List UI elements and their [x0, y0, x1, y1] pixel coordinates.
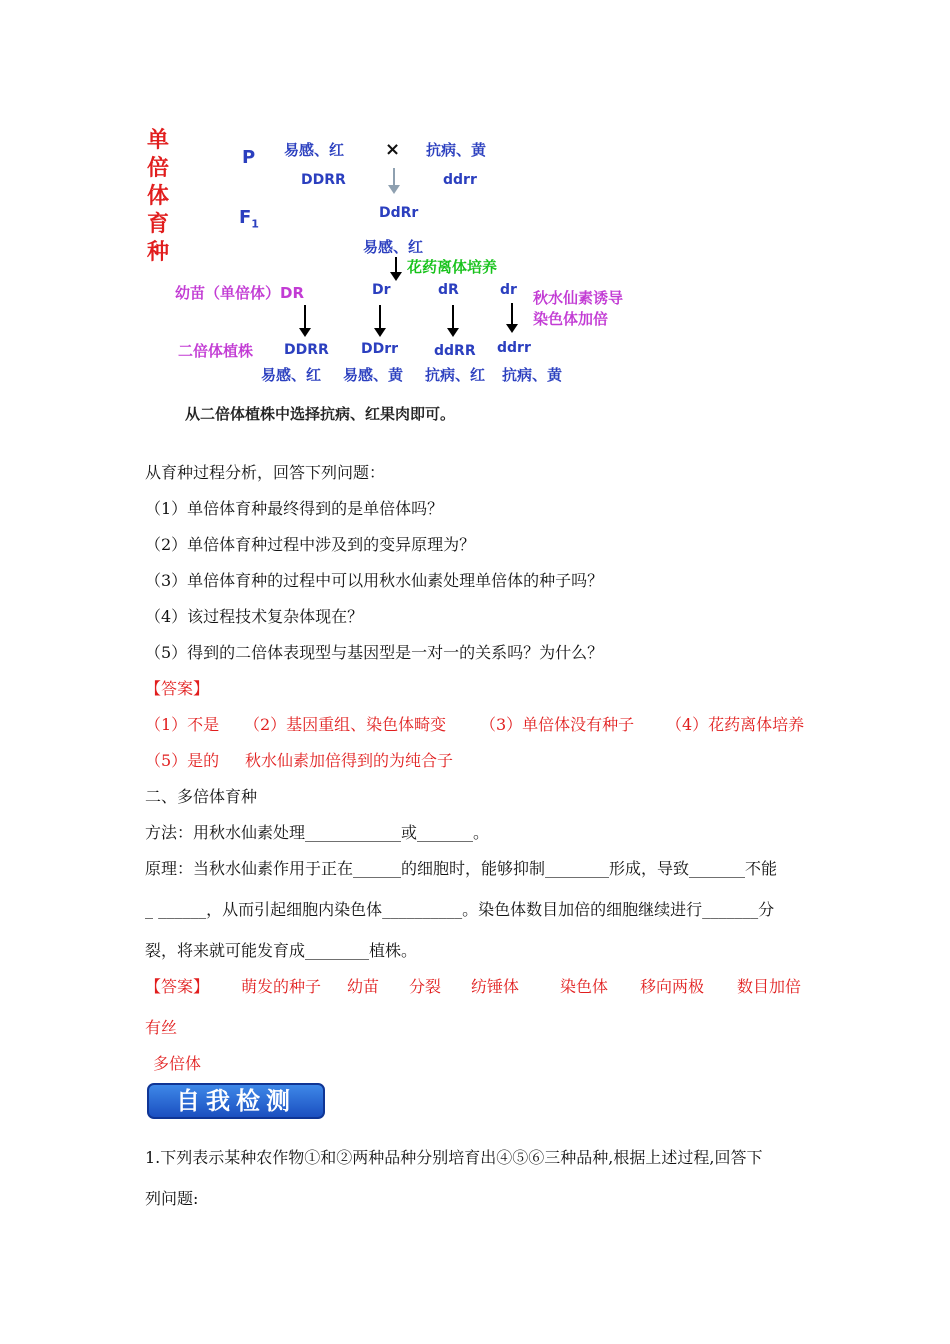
- analysis-intro: 从育种过程分析，回答下列问题：: [145, 463, 386, 482]
- answer-label-2: 【答案】: [145, 977, 210, 996]
- poly-answer-1: 萌发的种子: [241, 977, 322, 996]
- poly-answer-3: 分裂: [409, 977, 442, 996]
- poly-answer-9: 多倍体: [153, 1054, 202, 1073]
- anther-culture-label: 花药离体培养: [407, 258, 498, 276]
- question-1-line-2: 列问题:: [145, 1189, 199, 1208]
- parent2-genotype: ddrr: [443, 172, 477, 188]
- answer-5-reason: 秋水仙素加倍得到的为纯合子: [245, 751, 454, 770]
- f1-genotype: DdRr: [379, 205, 419, 221]
- cross-arrow: [393, 168, 395, 186]
- answer-3: （3）单倍体没有种子: [480, 715, 635, 734]
- figure-caption: 从二倍体植株中选择抗病、红果肉即可。: [185, 405, 456, 423]
- poly-answer-8: 有丝: [145, 1018, 178, 1037]
- colchicine-label-2: 染色体加倍: [533, 310, 609, 328]
- question-1-line-1: 1.下列表示某种农作物①和②两种品种分别培育出④⑤⑥三种品种,根据上述过程,回答下: [145, 1148, 763, 1167]
- diploid-genotype-4: ddrr: [497, 340, 531, 356]
- answer-label-1: 【答案】: [145, 679, 210, 698]
- side-title: 单倍体育种: [147, 128, 170, 265]
- diploid-phenotype-4: 抗病、黄: [502, 366, 563, 384]
- diploid-phenotype-3: 抗病、红: [425, 366, 486, 384]
- colchicine-label-1: 秋水仙素诱导: [533, 289, 624, 307]
- doubling-arrow-3: [452, 305, 454, 329]
- self-check-badge: 自我检测: [147, 1083, 325, 1119]
- gamete-dr-2: dR: [438, 282, 459, 298]
- gamete-dr-1: Dr: [372, 282, 391, 298]
- poly-answer-6: 移向两极: [640, 977, 705, 996]
- question-3: （3）单倍体育种的过程中可以用秋水仙素处理单倍体的种子吗？: [145, 571, 604, 590]
- diploid-genotype-3: ddRR: [434, 343, 476, 359]
- diploid-genotype-2: DDrr: [361, 341, 399, 357]
- principle-line-2: _ ______，从而引起细胞内染色体__________。染色体数目加倍的细胞继续进行_______分: [145, 900, 775, 919]
- answer-1: （1）不是: [145, 715, 220, 734]
- cross-symbol: ×: [385, 139, 401, 160]
- diploid-phenotype-2: 易感、黄: [343, 366, 404, 384]
- poly-answer-5: 染色体: [560, 977, 609, 996]
- poly-answer-7: 数目加倍: [737, 977, 802, 996]
- method-line: 方法：用秋水仙素处理____________或_______。: [145, 823, 490, 842]
- question-5: （5）得到的二倍体表现型与基因型是一对一的关系吗？为什么？: [145, 643, 604, 662]
- diploid-label: 二倍体植株: [178, 342, 254, 360]
- poly-answer-4: 纺锤体: [471, 977, 520, 996]
- doubling-arrow-4: [511, 303, 513, 325]
- seedling-label: 幼苗（单倍体）DR: [175, 284, 305, 302]
- answer-4: （4）花药离体培养: [666, 715, 805, 734]
- parent2-phenotype: 抗病、黄: [426, 141, 487, 159]
- principle-line-3: 裂，将来就可能发育成________植株。: [145, 941, 418, 960]
- f1-phenotype: 易感、红: [363, 238, 424, 256]
- gamete-dr-3: dr: [500, 282, 517, 298]
- poly-answer-2: 幼苗: [347, 977, 380, 996]
- diploid-genotype-1: DDRR: [284, 342, 329, 358]
- question-1: （1）单倍体育种最终得到的是单倍体吗？: [145, 499, 444, 518]
- p-label: P: [242, 147, 256, 168]
- principle-line-1: 原理：当秋水仙素作用于正在______的细胞时，能够抑制________形成，导致_______不能: [145, 859, 778, 878]
- f1-label: $F_1$: [239, 207, 259, 231]
- anther-arrow: [395, 257, 397, 273]
- doubling-arrow-1: [304, 305, 306, 329]
- question-2: （2）单倍体育种过程中涉及到的变异原理为？: [145, 535, 476, 554]
- answer-5: （5）是的: [145, 751, 220, 770]
- parent1-phenotype: 易感、红: [284, 141, 345, 159]
- section-heading: 二、多倍体育种: [145, 787, 258, 806]
- question-4: （4）该过程技术复杂体现在？: [145, 607, 364, 626]
- diploid-phenotype-1: 易感、红: [261, 366, 322, 384]
- doubling-arrow-2: [379, 305, 381, 329]
- answer-2: （2）基因重组、染色体畸变: [244, 715, 447, 734]
- parent1-genotype: DDRR: [301, 172, 346, 188]
